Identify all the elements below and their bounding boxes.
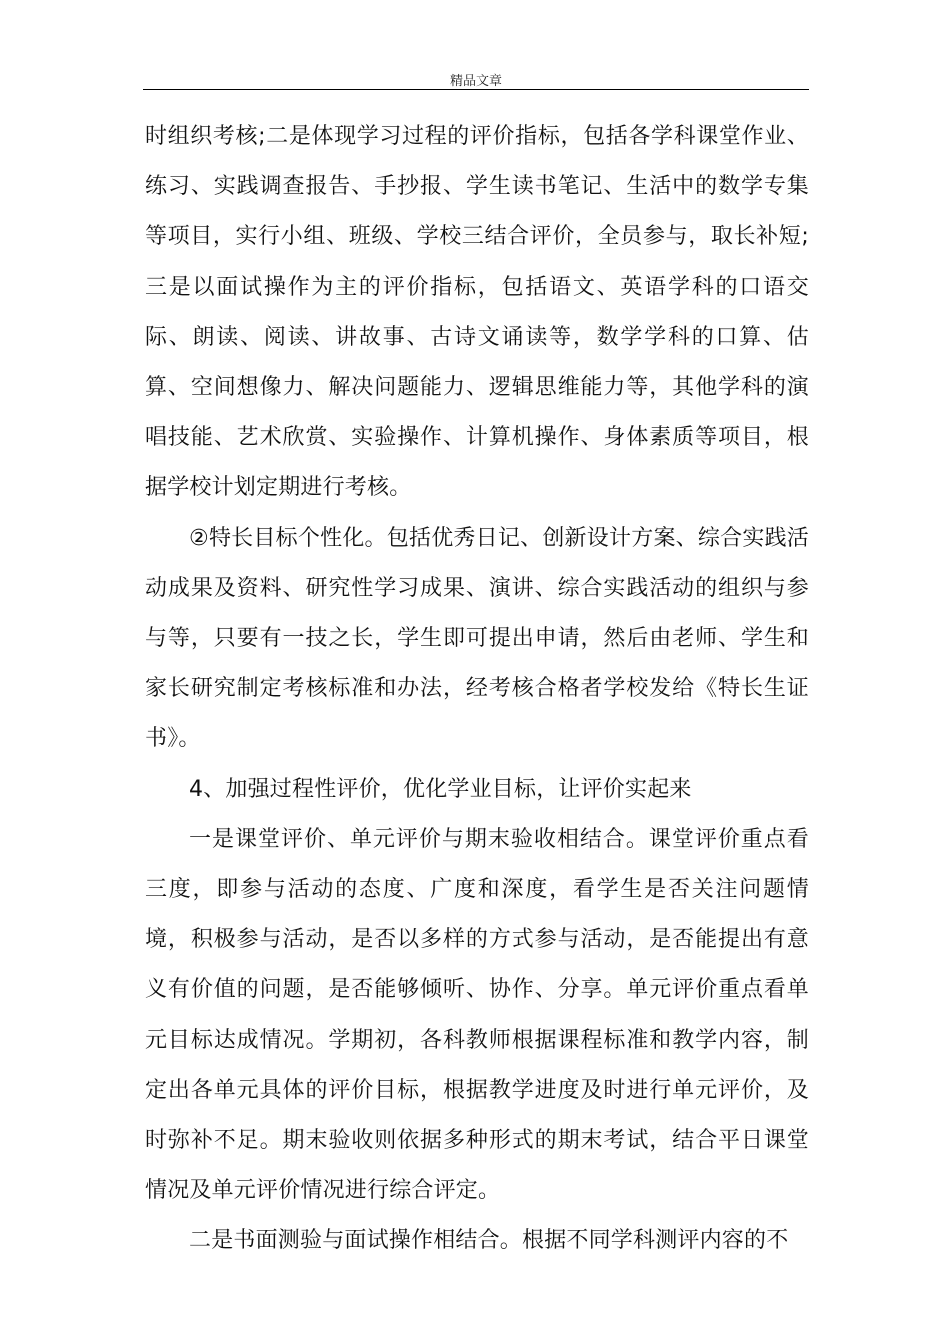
page-header-title: 精品文章 — [449, 74, 502, 89]
paragraph-4: 二是书面测验与面试操作相结合。根据不同学科测评内容的不 — [189, 1228, 789, 1254]
paragraph-2: ②特长目标个性化。包括优秀日记、创新设计方案、综合实践活动成果及资料、研究性学习成果、演讲、综合实践活动的组织与参与等，只要有一技之长，学生即可提出申请，然后由老师、学生和家长研究制定考核标准和办法，经考核合格者学校发给《特长生证书》。 — [145, 525, 809, 752]
paragraph-3: 一是课堂评价、单元评价与期末验收相结合。课堂评价重点看三度，即参与活动的态度、广度和深度，看学生是否关注问题情境，积极参与活动，是否以多样的方式参与活动，是否能提出有意义有价值的问题，是否能够倾听、协作、分享。单元评价重点看单元目标达成情况。学期初，各科教师根据课程标准和教学内容，制定出各单元具体的评价目标，根据教学进度及时进行单元评价，及时弥补不足。期末验收则依据多种形式的期末考试，结合平日课堂情况及单元评价情况进行综合评定。 — [145, 826, 809, 1204]
header-divider — [143, 89, 809, 90]
paragraph-1: 时组织考核;二是体现学习过程的评价指标，包括各学科课堂作业、练习、实践调查报告、手抄报、学生读书笔记、生活中的数学专集等项目，实行小组、班级、学校三结合评价，全员参与，取长补短;三是以面试操作为主的评价指标，包括语文、英语学科的口语交际、朗读、阅读、讲故事、古诗文诵读等，数学学科的口算、估算、空间想像力、解决问题能力、逻辑思维能力等，其他学科的演唱技能、艺术欣赏、实验操作、计算机操作、身体素质等项目，根据学校计划定期进行考核。 — [145, 124, 809, 501]
article-body — [145, 112, 809, 1267]
section-heading: 4、加强过程性评价，优化学业目标，让评价实起来 — [189, 776, 692, 802]
